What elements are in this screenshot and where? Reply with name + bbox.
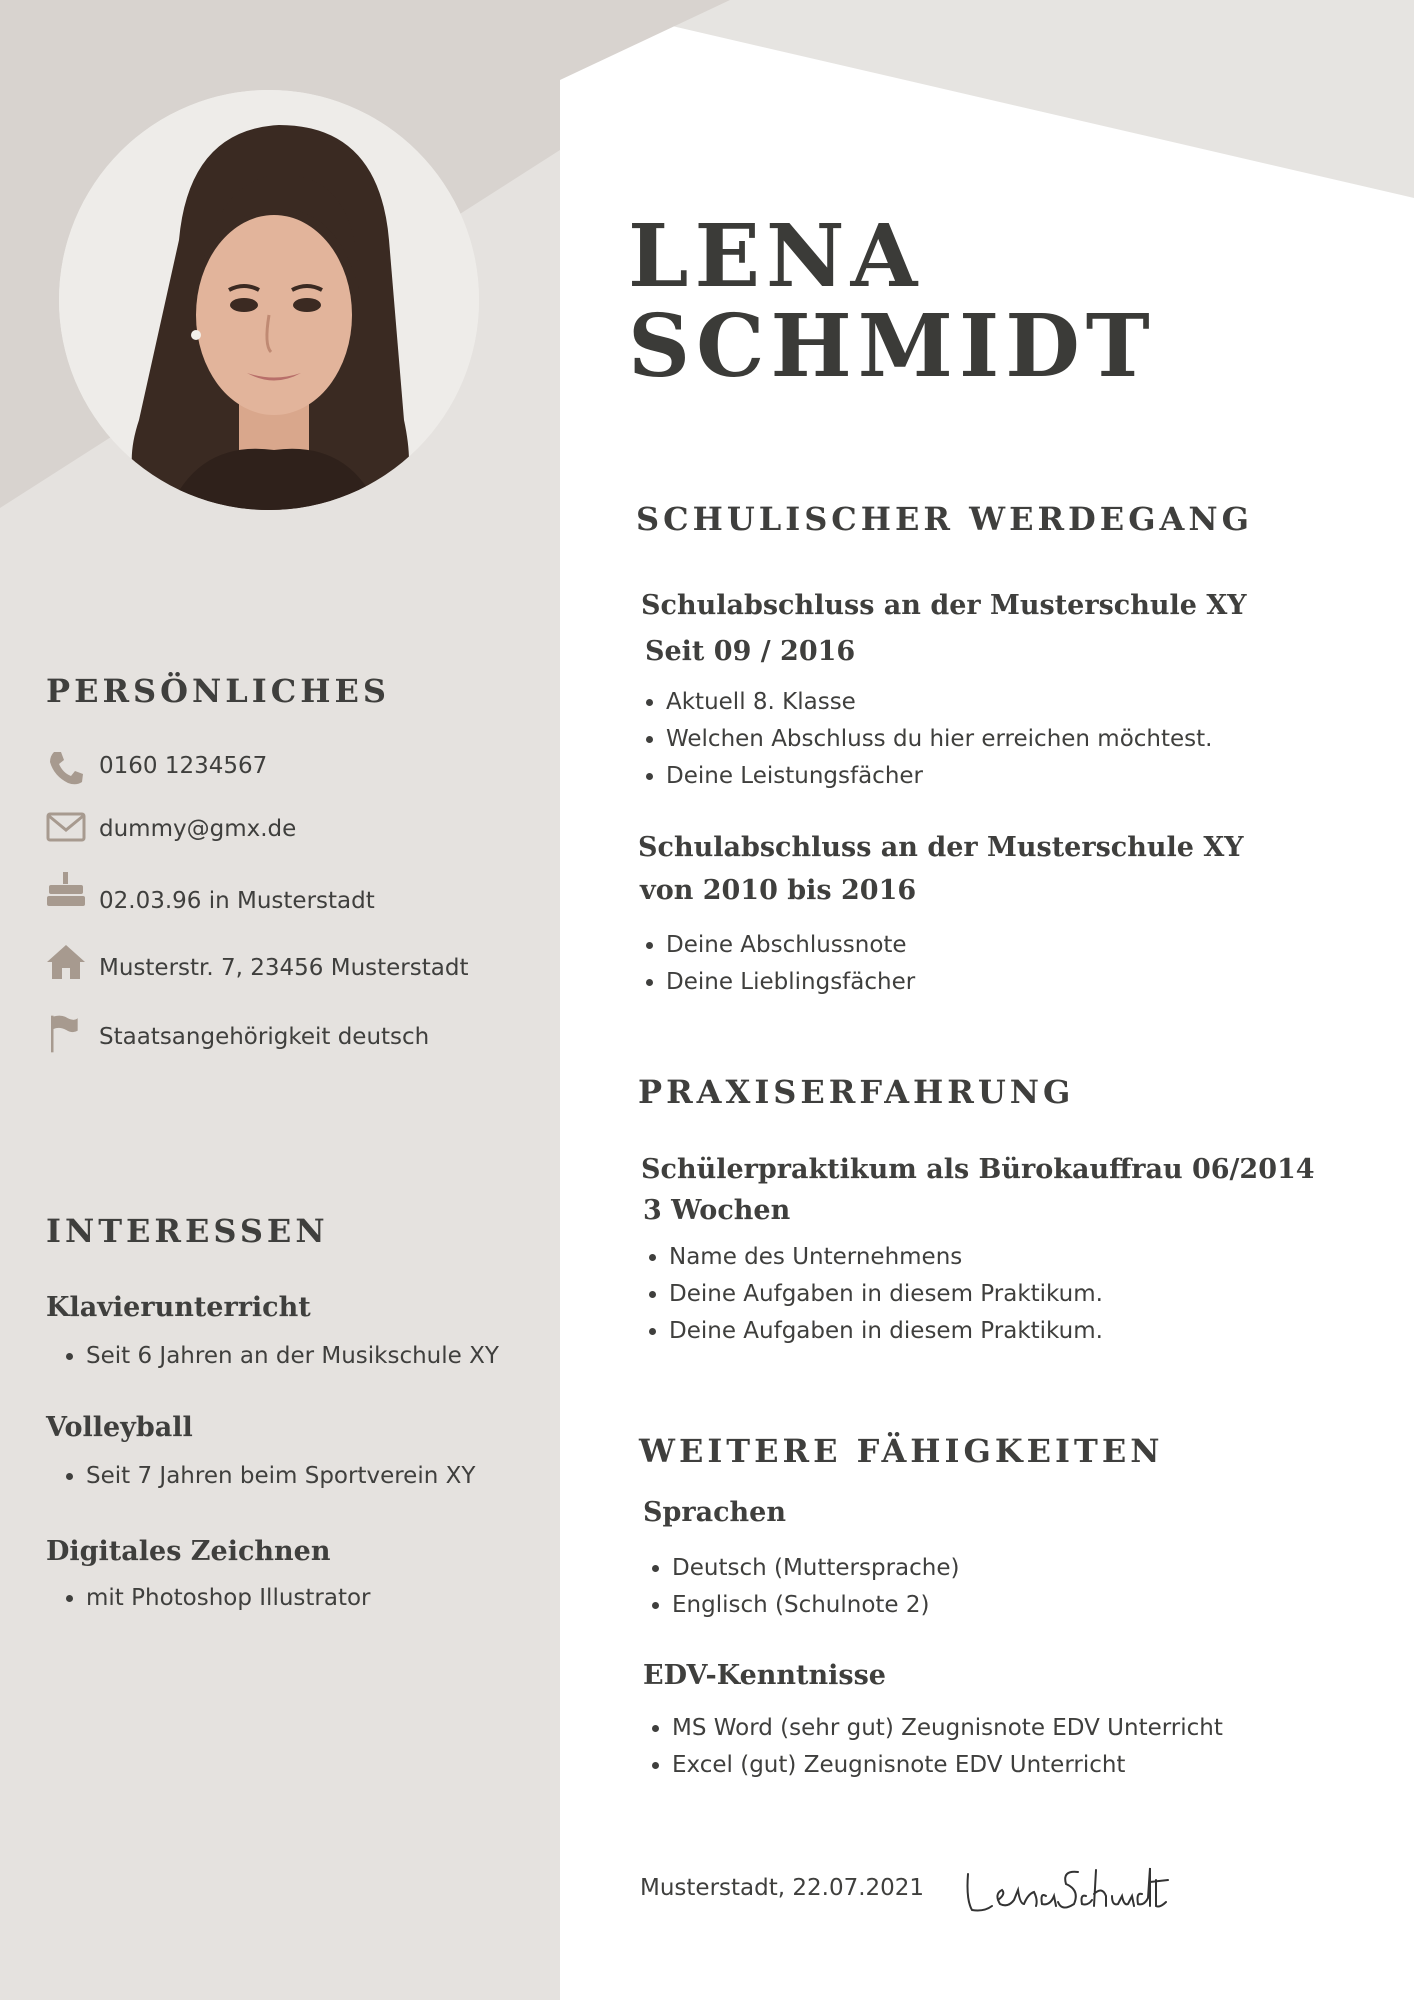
full-name [628, 206, 1156, 397]
interest-title: Digitales Zeichnen [46, 1536, 331, 1567]
education-list [640, 684, 1213, 795]
list-item: • Aktuell 8. Klasse [666, 684, 1213, 721]
list-item: • Deine Aufgaben in diesem Praktikum. [669, 1276, 1103, 1313]
contact-nationality: Staatsangehörigkeit deutsch [99, 1024, 430, 1050]
list-item: • Welchen Abschluss du hier erreichen möchtest. [666, 721, 1213, 758]
education-period: von 2010 bis 2016 [640, 875, 917, 906]
education-list [640, 927, 915, 1001]
phone-icon [46, 748, 86, 788]
signature [962, 1860, 1172, 1920]
experience-duration: 3 Wochen [643, 1195, 791, 1226]
list-item: • Deine Lieblingsfächer [666, 964, 915, 1001]
skills-group-title: Sprachen [643, 1497, 786, 1528]
skills-group-title: EDV-Kenntnisse [643, 1660, 886, 1691]
list-item: • mit Photoshop Illustrator [86, 1580, 371, 1617]
list-item: • Deine Leistungsfächer [666, 758, 1213, 795]
list-item: • Seit 7 Jahren beim Sportverein XY [86, 1458, 475, 1495]
education-title: Schulabschluss an der Musterschule XY [638, 832, 1244, 863]
header-accent-shape [560, 0, 1414, 198]
contact-email: dummy@gmx.de [99, 816, 297, 842]
skills-section-title: WEITERE FÄHIGKEITEN [639, 1432, 1164, 1470]
list-item: • Deine Aufgaben in diesem Praktikum. [669, 1313, 1103, 1350]
experience-list [643, 1239, 1103, 1350]
list-item: • MS Word (sehr gut) Zeugnisnote EDV Unterricht [672, 1710, 1223, 1747]
education-period: Seit 09 / 2016 [645, 636, 856, 667]
header-accent-shape-dark [560, 0, 730, 80]
education-title: Schulabschluss an der Musterschule XY [641, 590, 1247, 621]
cake-icon [46, 868, 86, 908]
skills-list [646, 1550, 960, 1624]
experience-title: Schülerpraktikum als Bürokauffrau 06/2014 [641, 1154, 1315, 1185]
interest-title: Klavierunterricht [46, 1292, 311, 1323]
interest-list [60, 1580, 371, 1617]
list-item: • Englisch (Schulnote 2) [672, 1587, 960, 1624]
contact-phone: 0160 1234567 [99, 753, 268, 779]
profile-photo [59, 90, 479, 510]
interest-list [60, 1338, 499, 1375]
education-section-title: SCHULISCHER WERDEGANG [636, 500, 1253, 538]
list-item: • Deine Abschlussnote [666, 927, 915, 964]
flag-icon [46, 1014, 86, 1054]
list-item: • Name des Unternehmens [669, 1239, 1103, 1276]
personal-section-title: PERSÖNLICHES [46, 672, 390, 710]
contact-address: Musterstr. 7, 23456 Musterstadt [99, 955, 469, 981]
list-item: • Deutsch (Muttersprache) [672, 1550, 960, 1587]
place-date: Musterstadt, 22.07.2021 [640, 1875, 925, 1901]
home-icon [46, 942, 86, 982]
experience-section-title: PRAXISERFAHRUNG [638, 1073, 1075, 1111]
first-name: LENA [628, 206, 924, 307]
interest-title: Volleyball [46, 1412, 193, 1443]
list-item: • Excel (gut) Zeugnisnote EDV Unterricht [672, 1747, 1223, 1784]
interests-section-title: INTERESSEN [46, 1212, 329, 1250]
interest-list [60, 1458, 475, 1495]
mail-icon [46, 808, 86, 848]
last-name: SCHMIDT [628, 296, 1156, 397]
contact-birth: 02.03.96 in Musterstadt [99, 888, 375, 914]
skills-list [646, 1710, 1223, 1784]
list-item: • Seit 6 Jahren an der Musikschule XY [86, 1338, 499, 1375]
